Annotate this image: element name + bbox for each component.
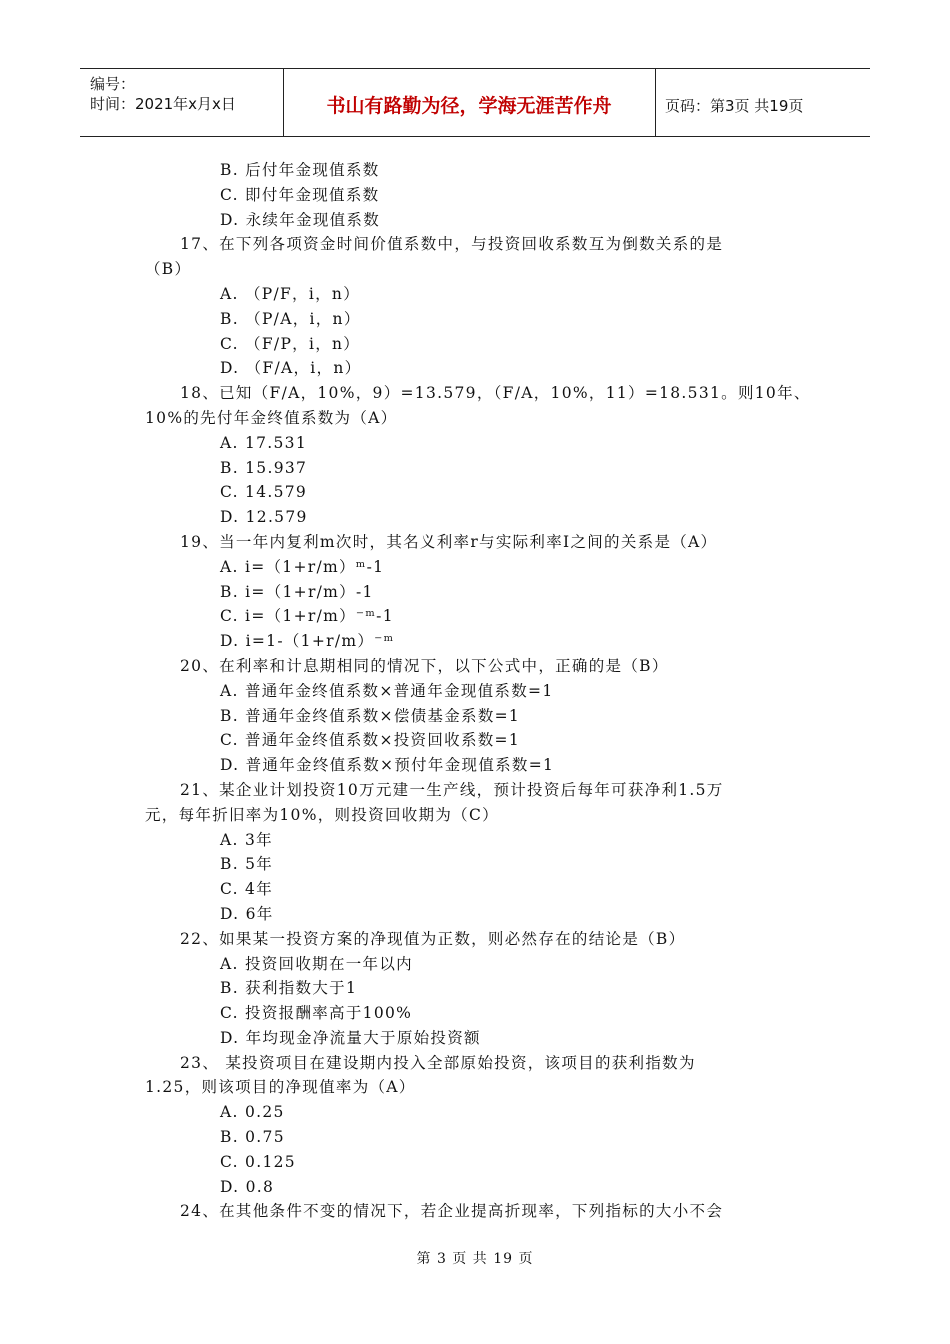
answer-option: B. 15.937 (220, 458, 308, 477)
answer-option: A. 17.531 (220, 433, 307, 452)
question-continuation: 1.25，则该项目的净现值率为（A） (145, 1078, 416, 1097)
answer-option: B. 后付年金现值系数 (220, 161, 380, 179)
header-page-cell (655, 69, 870, 136)
answer-option: B. i=（1+r/m）-1 (220, 582, 374, 601)
header-motto: 书山有路勤为径，学海无涯苦作舟 (326, 95, 612, 117)
question-stem: 23、 某投资项目在建设期内投入全部原始投资，该项目的获利指数为 (180, 1053, 696, 1072)
question-stem: 24、在其他条件不变的情况下，若企业提高折现率，下列指标的大小不会 (180, 1202, 724, 1221)
header-page-info: 页码：第3页 共19页 (665, 97, 804, 115)
question-continuation: 元，每年折旧率为10%，则投资回收期为（C） (145, 805, 499, 824)
answer-option: C. 即付年金现值系数 (220, 185, 380, 204)
answer-option: D. 年均现金净流量大于原始投资额 (220, 1028, 481, 1047)
question-stem: 21、某企业计划投资10万元建一生产线，预计投资后每年可获净利1.5万 (180, 780, 724, 799)
question-stem: 19、当一年内复利m次时，其名义利率r与实际利率I之间的关系是（A） (180, 532, 718, 551)
page-footer: 第 3 页 共 19 页 (416, 1251, 534, 1267)
question-stem: 18、已知（F/A，10%，9）=13.579，（F/A，10%，11）=18.531。则10年、 (180, 384, 811, 403)
answer-option: D. 普通年金终值系数×预付年金现值系数=1 (220, 756, 555, 775)
question-stem: 20、在利率和计息期相同的情况下，以下公式中，正确的是（B） (180, 656, 669, 675)
answer-option: C. 4年 (220, 880, 274, 899)
answer-option: D. 0.8 (220, 1177, 275, 1196)
answer-option: B. 普通年金终值系数×偿债基金系数=1 (220, 706, 521, 725)
document-number-label: 编号： (90, 75, 136, 93)
answer-option: C. （F/P，i，n） (220, 334, 361, 353)
question-continuation: （B） (145, 260, 192, 279)
answer-option: B. 5年 (220, 855, 274, 874)
answer-option: A. 3年 (220, 830, 273, 849)
answer-option: A. 0.25 (220, 1103, 285, 1122)
answer-option: B. 0.75 (220, 1128, 285, 1147)
answer-option: C. 0.125 (220, 1152, 296, 1171)
answer-option: C. 投资报酬率高于100% (220, 1004, 413, 1023)
answer-option: B. 获利指数大于1 (220, 979, 358, 998)
answer-option: D. 6年 (220, 904, 274, 923)
document-body (145, 158, 825, 1224)
answer-option: C. 14.579 (220, 483, 308, 502)
answer-option: D. i=1-（1+r/m）⁻ᵐ (220, 632, 395, 651)
header-meta-cell (80, 69, 284, 136)
answer-option: D. （F/A，i，n） (220, 359, 362, 378)
answer-option: A. 投资回收期在一年以内 (220, 954, 413, 973)
question-stem: 17、在下列各项资金时间价值系数中，与投资回收系数互为倒数关系的是 (180, 235, 724, 254)
answer-option: C. 普通年金终值系数×投资回收系数=1 (220, 731, 520, 750)
document-date-label: 时间：2021年x月x日 (90, 95, 236, 113)
header-motto-cell (283, 69, 656, 136)
question-continuation: 10%的先付年金终值系数为（A） (145, 408, 398, 427)
answer-option: B. （P/A，i，n） (220, 309, 361, 328)
answer-option: D. 永续年金现值系数 (220, 210, 381, 229)
page-header (80, 68, 870, 137)
answer-option: D. 12.579 (220, 508, 308, 527)
question-stem: 22、如果某一投资方案的净现值为正数，则必然存在的结论是（B） (180, 929, 686, 948)
answer-option: A. i=（1+r/m）ᵐ-1 (220, 557, 385, 576)
answer-option: C. i=（1+r/m）⁻ᵐ-1 (220, 607, 394, 626)
answer-option: A. 普通年金终值系数×普通年金现值系数=1 (220, 681, 554, 700)
answer-option: A. （P/F，i，n） (220, 284, 360, 303)
